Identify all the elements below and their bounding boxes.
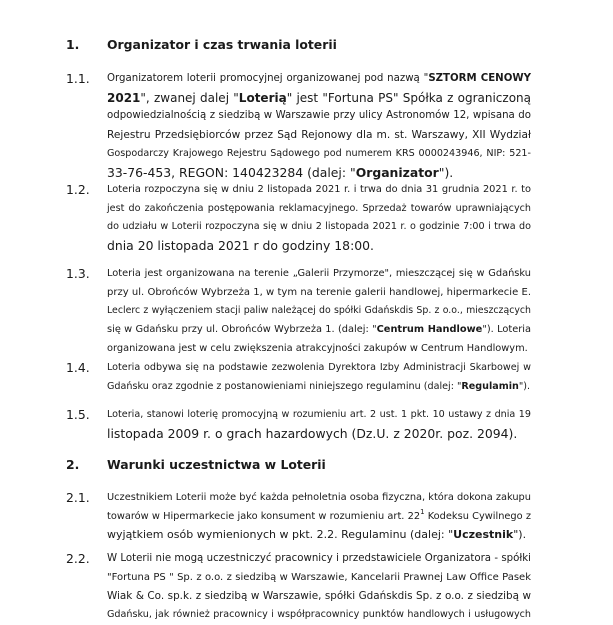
- paragraph-number: 1.2.: [66, 182, 90, 197]
- paragraph-body: [107, 359, 531, 396]
- text-line: Loteria rozpoczyna się w dniu 2 listopada 2021 r. i trwa do dnia 31 grudnia 2021 r. to: [107, 184, 531, 195]
- superscript: 1: [420, 507, 425, 516]
- defined-term: Uczestnik: [453, 528, 514, 542]
- text-line: odpowiedzialnością z siedzibą w Warszawie przy ulicy Astronomów 12, wpisana do: [107, 110, 531, 122]
- section-number: 1.: [66, 37, 80, 52]
- text-line: Loteria, stanowi loterię promocyjną w rozumieniu art. 2 ust. 1 pkt. 10 ustawy z dnia 19: [107, 409, 531, 420]
- text-line: Gdańsku oraz zgodnie z postanowieniami niniejszego regulaminu (dalej: "Regulamin").: [107, 380, 531, 392]
- lottery-name-year: 2021: [107, 90, 141, 105]
- text-line: Loteria jest organizowana na terenie „Galerii Przymorze", mieszczącej się w Gdańsku: [107, 268, 531, 279]
- defined-term: Organizator: [355, 164, 439, 180]
- text-line: towarów w Hipermarkecie jako konsument w rozumieniu art. $22^1$ Kodeksu Cywilnego z: [107, 507, 531, 522]
- defined-term: Centrum Handlowe: [376, 324, 483, 336]
- paragraph-number: 1.3.: [66, 266, 90, 281]
- lottery-name: SZTORM CENOWY: [428, 73, 531, 84]
- text-line: Uczestnikiem Loterii może być każda pełnoletnia osoba fizyczna, która dokona zakupu: [107, 492, 531, 503]
- paragraph-body: [107, 70, 531, 182]
- paragraph-body: [107, 406, 531, 443]
- paragraph-body: [107, 181, 531, 256]
- paragraph-number: 2.2.: [66, 551, 90, 566]
- text-line: jest do zakończenia postępowania reklamacyjnego. Sprzedaż towarów uprawniających: [107, 202, 531, 214]
- text-line: Wiak & Co. sp.k. z siedzibą w Warszawie, spółki Gdańskdis Sp. z o.o. z siedzibą w: [107, 590, 531, 603]
- section-title: Warunki uczestnictwa w Loterii: [107, 457, 326, 472]
- text-line: organizowana jest w celu zwiększenia atrakcyjności zakupów w Centrum Handlowym.: [107, 342, 528, 354]
- text-line: dnia 20 listopada 2021 r do godziny 18:00.: [107, 238, 374, 254]
- text-line: Loteria odbywa się na podstawie zezwolenia Dyrektora Izby Administracji Skarbowej w: [107, 362, 531, 373]
- text-line: 33-76-453, REGON: 140423284 (dalej: "Organizator").: [107, 164, 454, 180]
- text-line: W Loterii nie mogą uczestniczyć pracownicy i przedstawiciele Organizatora - spółki: [107, 553, 531, 564]
- defined-term: Regulamin: [461, 380, 519, 392]
- text-line: Organizatorem loterii promocyjnej organizowanej pod nazwą "SZTORM CENOWY: [107, 73, 531, 84]
- text-line: listopada 2009 r. o grach hazardowych (Dz.U. z 2020r. poz. 2094).: [107, 425, 518, 441]
- text-line: się w Gdańsku przy ul. Obrońców Wybrzeża 1. (dalej: "Centrum Handlowe"). Loteria: [107, 324, 531, 336]
- section-number: 2.: [66, 457, 80, 472]
- paragraph-body: [107, 489, 531, 545]
- paragraph-number: 1.5.: [66, 407, 90, 422]
- paragraph-number: 2.1.: [66, 490, 90, 505]
- paragraph-body: [107, 550, 531, 625]
- text-line: Gospodarczy Krajowego Rejestru Sądowego pod numerem KRS 0000243946, NIP: 521-: [107, 147, 531, 159]
- paragraph-number: 1.4.: [66, 360, 90, 375]
- section-title: Organizator i czas trwania loterii: [107, 37, 337, 52]
- paragraph-body: [107, 265, 531, 359]
- text-line: "Fortuna PS " Sp. z o.o. z siedzibą w Warszawie, Kancelarii Prawnej Law Office Pasek: [107, 571, 531, 583]
- text-line: wyjątkiem osób wymienionych w pkt. 2.2. Regulaminu (dalej: "Uczestnik").: [107, 528, 527, 542]
- defined-term: Loterią: [238, 90, 287, 105]
- text-line: do udziału w Loterii rozpoczyna się w dniu 2 listopada 2021 r. o godzinie 7:00 i trwa do: [107, 221, 531, 233]
- text-line: 2021", zwanej dalej "Loterią" jest "Fortuna PS" Spółka z ograniczoną: [107, 90, 531, 105]
- text-line: Leclerc z wyłączeniem stacji paliw należącej do spółki Gdańskdis Sp. z o.o., mieszczących: [107, 305, 531, 317]
- text-line: przy ul. Obrońców Wybrzeża 1, w tym na terenie galerii handlowej, hipermarkecie E.: [107, 286, 531, 298]
- text-line: Rejestru Przedsiębiorców przez Sąd Rejonowy dla m. st. Warszawy, XII Wydział: [107, 129, 531, 142]
- text-line: Gdańsku, jak również pracownicy i współpracownicy punktów handlowych i usługowych: [107, 609, 531, 621]
- paragraph-number: 1.1.: [66, 71, 90, 86]
